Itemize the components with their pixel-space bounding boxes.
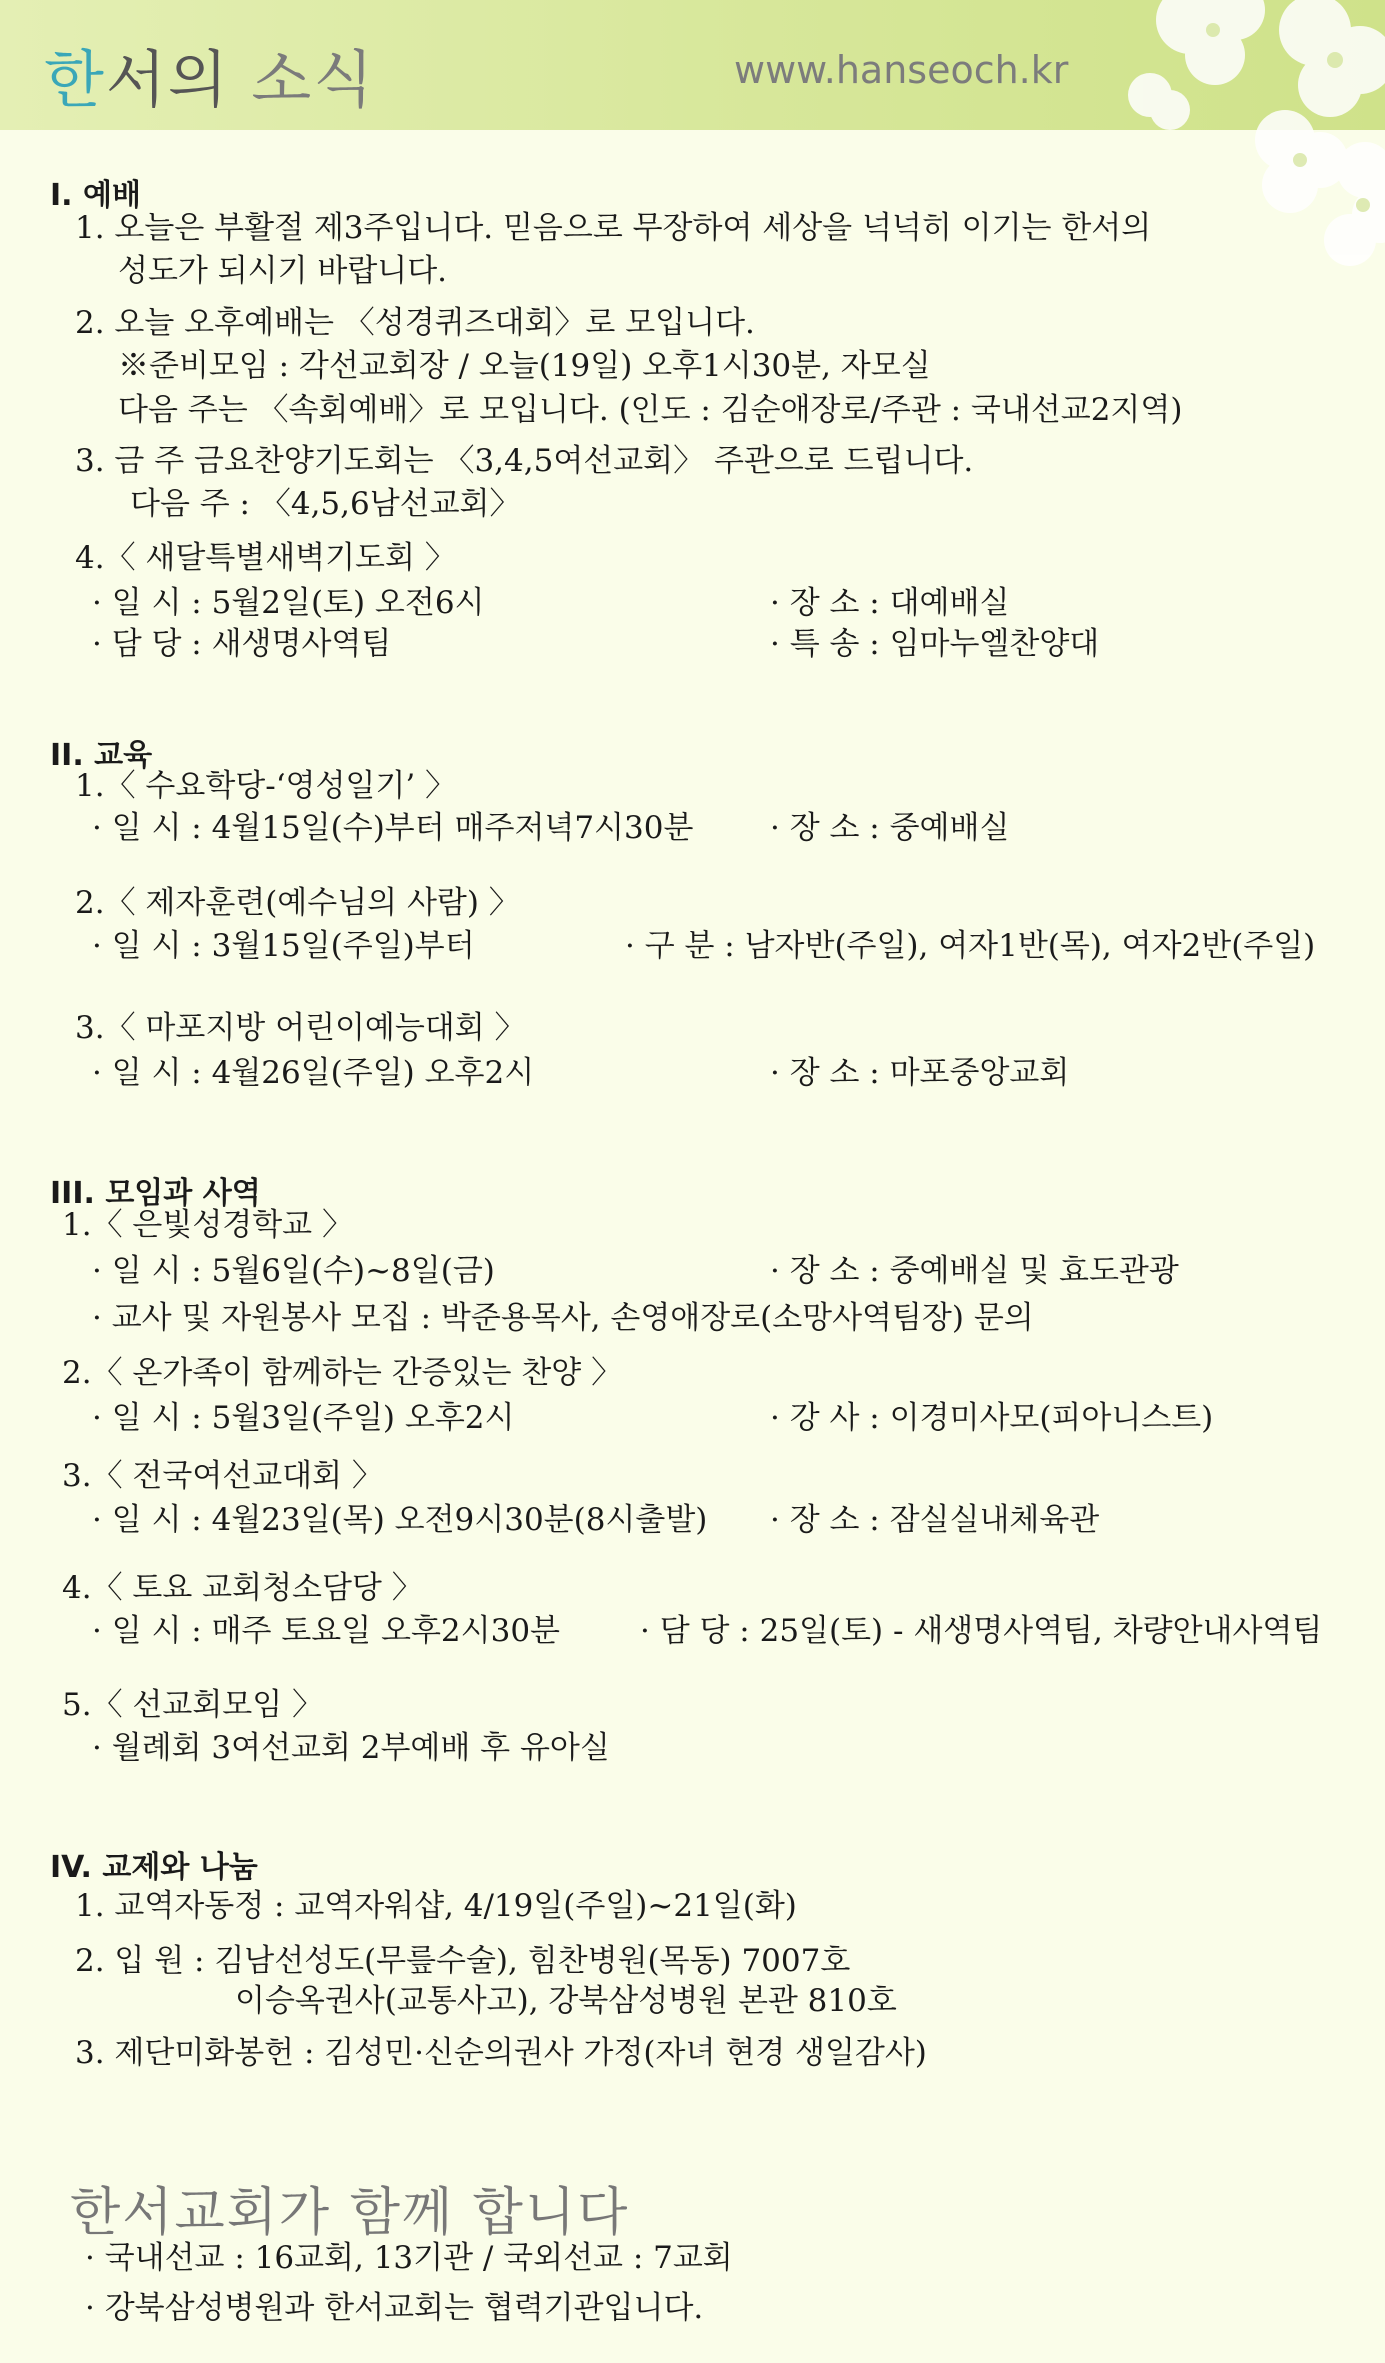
worship-item1-line2: 성도가 되시기 바랍니다. (118, 253, 448, 289)
ministry-item2-speaker: · 강 사 : 이경미사모(피아니스트) (770, 1400, 1214, 1436)
ministry-item1-place: · 장 소 : 중예배실 및 효도관광 (770, 1253, 1179, 1289)
worship-item1-line1: 1. 오늘은 부활절 제3주입니다. 믿음으로 무장하여 세상을 넉넉히 이기는 한서의 (75, 210, 1152, 246)
title-part3: 소식 (251, 43, 376, 116)
fellowship-item1: 1. 교역자동정 : 교역자워샵, 4/19일(주일)~21일(화) (75, 1888, 797, 1924)
worship-item4-place: · 장 소 : 대예배실 (770, 585, 1010, 621)
worship-item2-line1: 2. 오늘 오후예배는 〈성경퀴즈대회〉로 모입니다. (75, 305, 755, 341)
clover-flowers-decoration (1095, 0, 1385, 300)
worship-item3-line2: 다음 주 : 〈4,5,6남선교회〉 (130, 486, 521, 522)
fellowship-item2-line1: 2. 입 원 : 김남선성도(무릎수술), 힘찬병원(목동) 7007호 (75, 1943, 851, 1979)
section-heading-fellowship: IV. 교제와 나눔 (50, 1850, 258, 1885)
fellowship-item2-line2: 이승옥권사(교통사고), 강북삼성병원 본관 810호 (235, 1983, 897, 2019)
ministry-item4-title: 4.〈 토요 교회청소담당 〉 (62, 1570, 423, 1606)
education-item1-title: 1.〈 수요학당-‘영성일기’ 〉 (75, 768, 457, 804)
footer-line2: · 강북삼성병원과 한서교회는 협력기관입니다. (85, 2290, 704, 2326)
worship-item2-line3: 다음 주는 〈속회예배〉로 모입니다. (인도 : 김순애장로/주관 : 국내선교2지역) (118, 392, 1183, 428)
section-heading-ministry: III. 모임과 사역 (50, 1176, 261, 1211)
ministry-item3-date: · 일 시 : 4월23일(목) 오전9시30분(8시출발) (92, 1502, 708, 1538)
footer-line1: · 국내선교 : 16교회, 13기관 / 국외선교 : 7교회 (85, 2240, 733, 2276)
worship-item4-special: · 특 송 : 임마누엘찬양대 (770, 626, 1100, 662)
education-item2-class: · 구 분 : 남자반(주일), 여자1반(목), 여자2반(주일) (625, 928, 1316, 964)
title-part1: 한 (44, 43, 106, 116)
worship-item2-line2: ※준비모임 : 각선교회장 / 오늘(19일) 오후1시30분, 자모실 (118, 348, 931, 384)
worship-item4-date: · 일 시 : 5월2일(토) 오전6시 (92, 585, 485, 621)
ministry-item1-date: · 일 시 : 5월6일(수)~8일(금) (92, 1253, 495, 1289)
education-item3-date: · 일 시 : 4월26일(주일) 오후2시 (92, 1055, 535, 1091)
ministry-item3-place: · 장 소 : 잠실실내체육관 (770, 1502, 1100, 1538)
footer-title: 한서교회가 함께 합니다 (70, 2183, 630, 2243)
fellowship-item3: 3. 제단미화봉헌 : 김성민·신순의권사 가정(자녀 현경 생일감사) (75, 2035, 927, 2071)
education-item2-title: 2.〈 제자훈련(예수님의 사람) 〉 (75, 885, 520, 921)
section-heading-education: II. 교육 (50, 738, 153, 773)
ministry-item4-lead: · 담 당 : 25일(토) - 새생명사역팀, 차량안내사역팀 (640, 1613, 1323, 1649)
education-item2-date: · 일 시 : 3월15일(주일)부터 (92, 928, 475, 964)
ministry-item2-title: 2.〈 온가족이 함께하는 간증있는 찬양 〉 (62, 1355, 623, 1391)
education-item1-date: · 일 시 : 4월15일(수)부터 매주저녁7시30분 (92, 810, 694, 846)
worship-item3-line1: 3. 금 주 금요찬양기도회는 〈3,4,5여선교회〉 주관으로 드립니다. (75, 443, 974, 479)
worship-item4-title: 4.〈 새달특별새벽기도회 〉 (75, 540, 456, 576)
ministry-item4-date: · 일 시 : 매주 토요일 오후2시30분 (92, 1613, 560, 1649)
ministry-item5-detail: · 월례회 3여선교회 2부예배 후 유아실 (92, 1730, 610, 1766)
ministry-item1-title: 1.〈 은빛성경학교 〉 (62, 1207, 353, 1243)
ministry-item5-title: 5.〈 선교회모임 〉 (62, 1687, 324, 1723)
ministry-item1-recruit: · 교사 및 자원봉사 모집 : 박준용목사, 손영애장로(소망사역팀장) 문의 (92, 1300, 1034, 1336)
worship-item4-lead: · 담 당 : 새생명사역팀 (92, 626, 392, 662)
section-heading-worship: I. 예배 (50, 178, 141, 213)
page-title (44, 30, 375, 119)
education-item1-place: · 장 소 : 중예배실 (770, 810, 1010, 846)
website-url: www.hanseoch.kr (734, 48, 1069, 92)
education-item3-title: 3.〈 마포지방 어린이예능대회 〉 (75, 1010, 526, 1046)
ministry-item2-date: · 일 시 : 5월3일(주일) 오후2시 (92, 1400, 515, 1436)
title-part2: 서의 (105, 43, 230, 116)
education-item3-place: · 장 소 : 마포중앙교회 (770, 1055, 1070, 1091)
ministry-item3-title: 3.〈 전국여선교대회 〉 (62, 1458, 383, 1494)
